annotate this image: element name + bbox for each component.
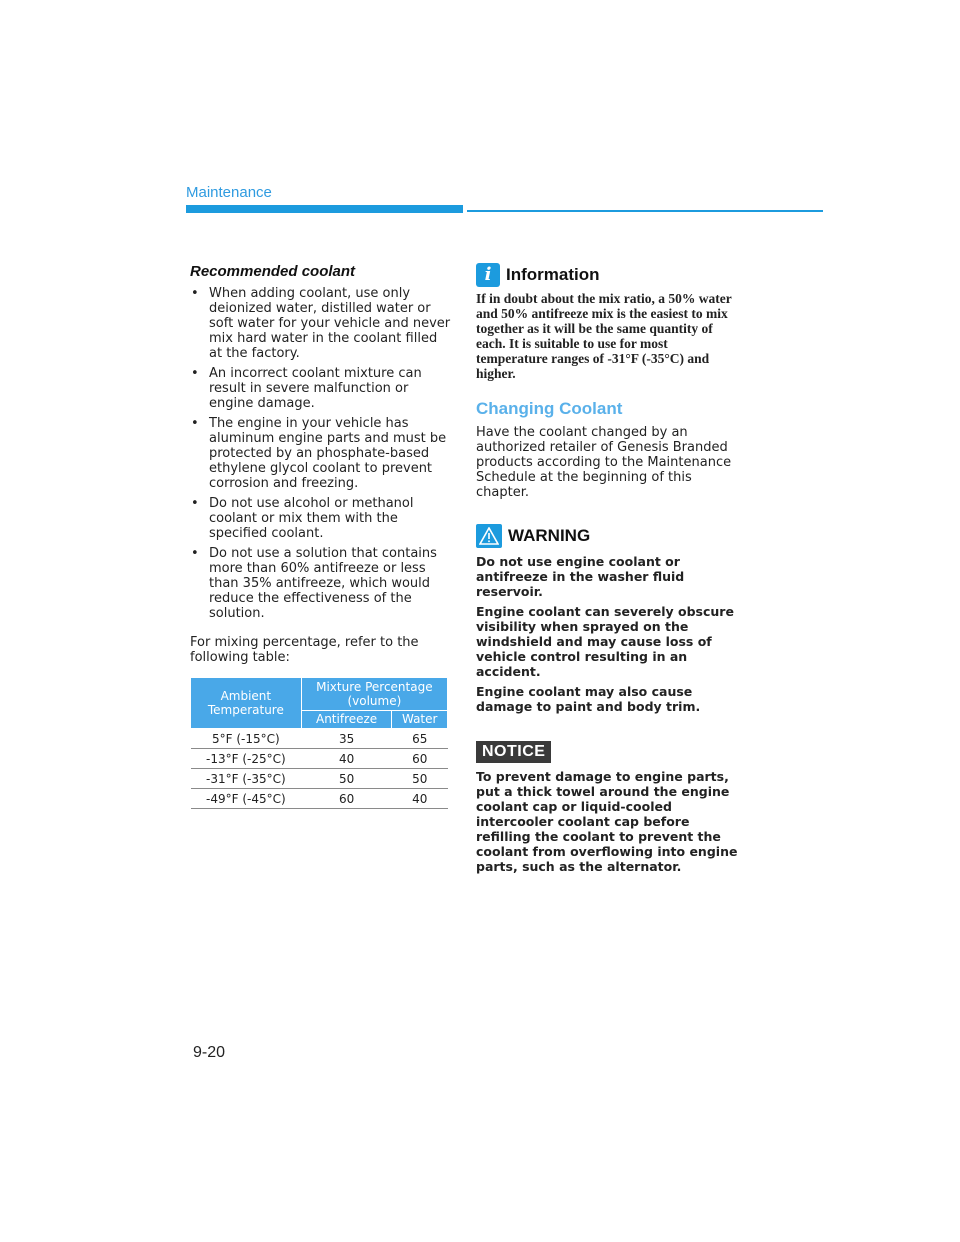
cell-antifreeze: 60 xyxy=(301,789,392,809)
warning-paragraph: Engine coolant may also cause damage to paint and body trim. xyxy=(476,684,701,714)
table-row xyxy=(191,749,448,769)
list-item: • An incorrect coolant mixture can result in severe malfunction or engine damage. xyxy=(191,366,422,411)
warning-title: WARNING xyxy=(508,526,591,545)
cell-water: 50 xyxy=(392,769,448,789)
cell-antifreeze: 40 xyxy=(301,749,392,769)
information-header xyxy=(476,263,738,287)
cell-antifreeze: 50 xyxy=(301,769,392,789)
information-body: If in doubt about the mix ratio, a 50% water and 50% antifreeze mix is the easiest to mix together as it will be the same quantity of each. It is suitable to use for most temperature ranges of -31°F (-35°C) and higher. xyxy=(476,291,732,381)
table-row xyxy=(191,789,448,809)
bullet-icon: • xyxy=(191,366,199,381)
cell-water: 40 xyxy=(392,789,448,809)
col-header-mixture: Mixture Percentage (volume) xyxy=(301,678,447,711)
changing-coolant-body: Have the coolant changed by an authorized retailer of Genesis Branded products according to the Maintenance Schedule at the beginning of this chapter. xyxy=(476,425,732,500)
list-item: • The engine in your vehicle has aluminum engine parts and must be protected by an phosphate-based ethylene glycol coolant to prevent corrosion and freezing. xyxy=(191,416,447,491)
page-number: 9-20 xyxy=(193,1044,226,1061)
bullet-icon: • xyxy=(191,546,199,561)
table-row xyxy=(191,729,448,749)
warning-header xyxy=(476,524,738,548)
recommended-bullet-list xyxy=(190,286,452,621)
left-column xyxy=(190,263,452,809)
cell-antifreeze: 35 xyxy=(301,729,392,749)
warning-paragraph: Do not use engine coolant or antifreeze in the washer fluid reservoir. xyxy=(476,554,685,599)
list-item: • When adding coolant, use only deionized water, distilled water or soft water for your vehicle and never mix hard water in the coolant filled at the factory. xyxy=(191,286,451,361)
cell-temp: -49°F (-45°C) xyxy=(191,789,302,809)
cell-temp: -31°F (-35°C) xyxy=(191,769,302,789)
col-header-water: Water xyxy=(392,710,448,728)
bullet-icon: • xyxy=(191,286,199,301)
right-column xyxy=(476,263,738,879)
warning-paragraph: Engine coolant can severely obscure visibility when sprayed on the windshield and may cause loss of vehicle control resulting in an accident. xyxy=(476,604,734,679)
cell-water: 60 xyxy=(392,749,448,769)
warning-triangle-icon xyxy=(476,524,502,548)
info-icon: i xyxy=(476,263,500,287)
header-rule-thick xyxy=(186,205,463,213)
col-header-ambient: Ambient Temperature xyxy=(191,678,302,729)
information-title: Information xyxy=(506,265,600,284)
list-item: • Do not use a solution that contains more than 60% antifreeze or less than 35% antifreeze, which would reduce the effectiveness of the solution. xyxy=(191,546,437,621)
header-rule-thin xyxy=(467,210,823,212)
mixture-table xyxy=(190,677,448,809)
notice-label: NOTICE xyxy=(476,741,551,763)
mix-intro-text: For mixing percentage, refer to the following table: xyxy=(190,635,419,665)
cell-temp: -13°F (-25°C) xyxy=(191,749,302,769)
section-header: Maintenance xyxy=(186,184,272,201)
col-header-antifreeze: Antifreeze xyxy=(301,710,392,728)
changing-coolant-title: Changing Coolant xyxy=(476,399,623,418)
cell-water: 65 xyxy=(392,729,448,749)
bullet-icon: • xyxy=(191,496,199,511)
recommended-coolant-title: Recommended coolant xyxy=(190,263,356,280)
list-item: • Do not use alcohol or methanol coolant or mix them with the specified coolant. xyxy=(191,496,414,541)
cell-temp: 5°F (-15°C) xyxy=(191,729,302,749)
bullet-icon: • xyxy=(191,416,199,431)
notice-body: To prevent damage to engine parts, put a thick towel around the engine coolant cap or liquid-cooled intercooler coolant cap before refilling the coolant to prevent the coolant from overflowing into engine parts, such as the alternator. xyxy=(476,769,738,874)
table-row xyxy=(191,769,448,789)
